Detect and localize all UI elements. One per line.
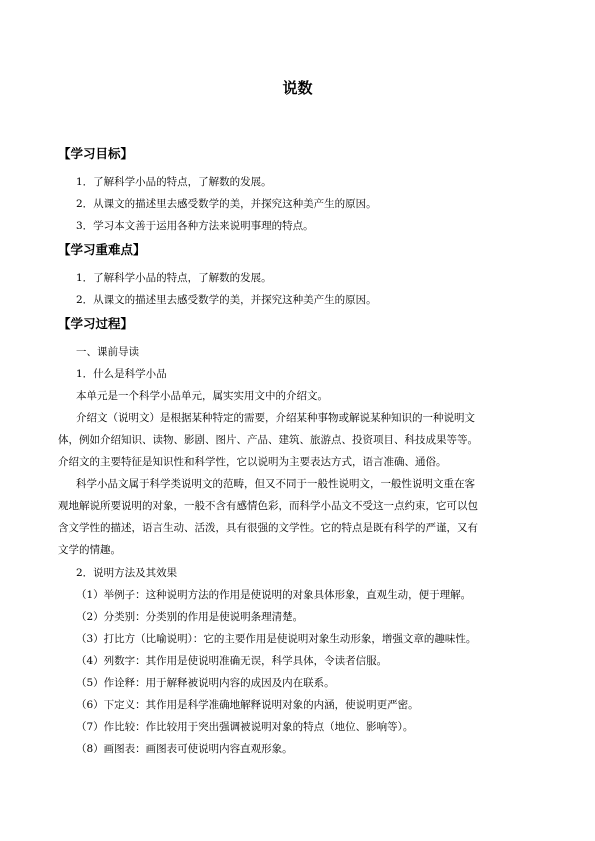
paragraph-line: 含文学性的描述，语言生动、活泼，具有很强的文学性。它的特点是既有科学的严谨，又有: [58, 522, 478, 534]
paragraph-line: 观地解说所要说明的对象，一般不含有感情色彩，而科学小品文不受这一点约束，它可以包: [58, 500, 478, 512]
method-item: （5）作诠释：用于解释被说明内容的成因及内在联系。: [76, 677, 335, 689]
section-heading-process: 【学习过程】: [58, 316, 134, 331]
method-item: （2）分类别：分类别的作用是使说明条理清楚。: [76, 611, 304, 623]
goal-item: 2．从课文的描述里去感受数学的美，并探究这种美产生的原因。: [76, 198, 377, 210]
section-heading-key-points: 【学习重难点】: [58, 242, 146, 257]
paragraph-line: 本单元是一个科学小品单元，属实实用文中的介绍文。: [76, 390, 328, 402]
section-heading-goals: 【学习目标】: [58, 146, 134, 161]
part-title: 一、课前导读: [76, 346, 139, 358]
method-item: （4）列数字：其作用是使说明准确无误，科学具体，令读者信服。: [76, 655, 388, 667]
paragraph-line: 介绍文（说明文）是根据某种特定的需要，介绍某种事物或解说某种知识的一种说明文: [76, 412, 475, 424]
page-title: 说数: [282, 79, 313, 97]
goal-item: 3．学习本文善于运用各种方法来说明事理的特点。: [76, 220, 314, 232]
key-point-item: 1．了解科学小品的特点，了解数的发展。: [76, 272, 272, 284]
key-point-item: 2．从课文的描述里去感受数学的美，并探究这种美产生的原因。: [76, 294, 377, 306]
method-item: （7）作比较：作比较用于突出强调被说明对象的特点（地位、影响等）。: [76, 721, 414, 733]
paragraph-line: 体，例如介绍知识、读物、影剧、图片、产品、建筑、旅游点、投资项目、科技成果等等。: [58, 434, 478, 446]
subsection-title: 2．说明方法及其效果: [76, 567, 178, 579]
method-item: （8）画图表：画图表可使说明内容直观形象。: [76, 743, 293, 755]
method-item: （3）打比方（比喻说明）：它的主要作用是使说明对象生动形象，增强文章的趣味性。: [76, 633, 477, 645]
method-item: （1）举例子：这种说明方法的作用是使说明的对象具体形象，直观生动，便于理解。: [76, 589, 472, 601]
paragraph-line: 介绍文的主要特征是知识性和科学性，它以说明为主要表达方式，语言准确、通俗。: [58, 456, 447, 468]
subsection-title: 1．什么是科学小品: [76, 368, 167, 380]
paragraph-line: 文学的情趣。: [58, 544, 121, 556]
goal-item: 1．了解科学小品的特点，了解数的发展。: [76, 176, 272, 188]
paragraph-line: 科学小品文属于科学类说明文的范畴，但又不同于一般性说明文，一般性说明文重在客: [76, 478, 475, 490]
method-item: （6）下定义：其作用是科学准确地解释说明对象的内涵，使说明更严密。: [76, 699, 419, 711]
